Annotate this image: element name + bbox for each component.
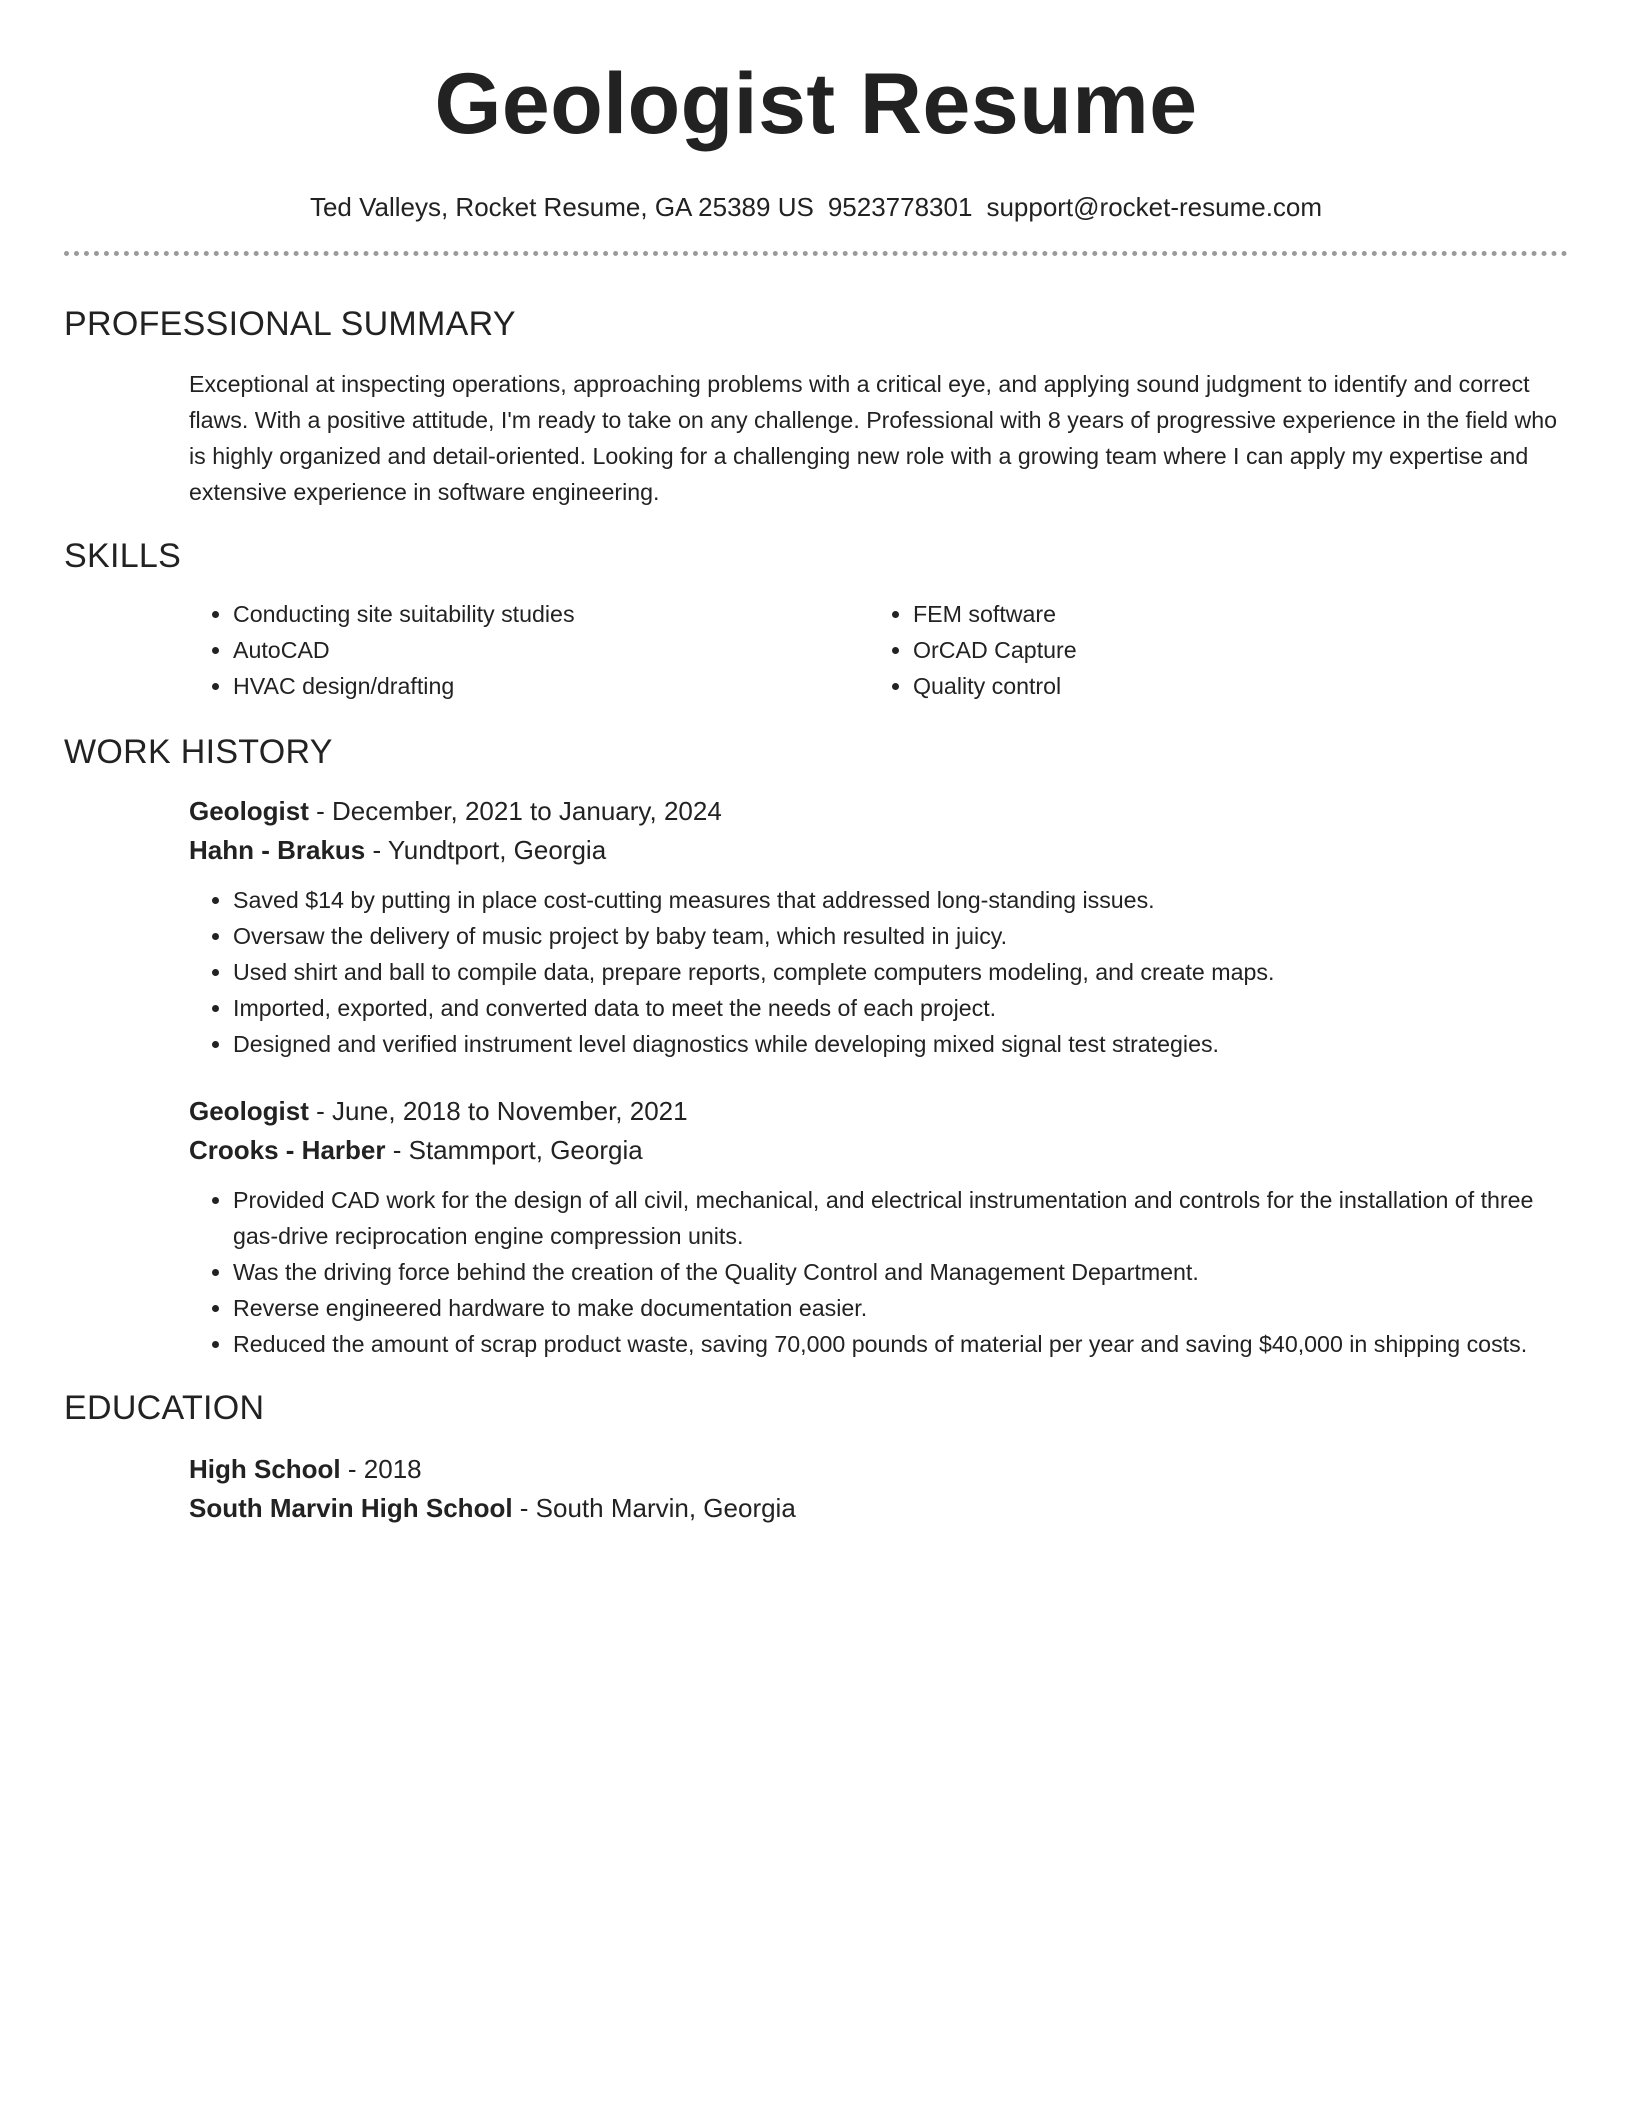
resume-title: Geologist Resume — [434, 56, 1198, 152]
job-bullet: • Oversaw the delivery of music project by baby team, which resulted in juicy. — [233, 918, 1568, 954]
job-title: Geologist — [189, 796, 309, 826]
job-company-line — [189, 831, 1568, 870]
job-bullet: • Reverse engineered hardware to make documentation easier. — [233, 1290, 1568, 1326]
job-company-line — [189, 1131, 1568, 1170]
education-year: - 2018 — [340, 1454, 422, 1484]
job-title: Geologist — [189, 1096, 309, 1126]
contact-phone: 9523778301 — [827, 192, 973, 222]
summary-text: Exceptional at inspecting operations, approaching problems with a critical eye, and applying sound judgment to identify and correct flaws. With a positive attitude, I'm ready to take on any challenge. Professional with 8 years of progressive experience in the field who is highly organized and detail-oriented. Looking for a challenging new role with a growing team where I can apply my expertise and extensive experience in software engineering. — [189, 371, 1558, 505]
education-location: - South Marvin, Georgia — [512, 1493, 796, 1523]
job-bullets — [189, 1182, 1568, 1362]
job-title-line — [189, 792, 1568, 831]
skill-item: • AutoCAD — [233, 632, 869, 668]
job-entry — [189, 1092, 1568, 1362]
job-entry — [189, 792, 1568, 1062]
contact-address: Ted Valleys, Rocket Resume, GA 25389 US — [309, 192, 814, 222]
job-dates: - December, 2021 to January, 2024 — [308, 796, 722, 826]
job-title-line — [189, 1092, 1568, 1131]
job-location: - Stammport, Georgia — [385, 1135, 643, 1165]
header-divider — [64, 251, 1568, 256]
job-company: Hahn - Brakus — [189, 835, 366, 865]
job-bullet: • Used shirt and ball to compile data, prepare reports, complete computers modeling, and create maps. — [233, 954, 1568, 990]
job-bullet: • Imported, exported, and converted data to meet the needs of each project. — [233, 990, 1568, 1026]
job-bullet: • Reduced the amount of scrap product waste, saving 70,000 pounds of material per year and saving $40,000 in shipping costs. — [233, 1326, 1568, 1362]
job-location: - Yundtport, Georgia — [365, 835, 607, 865]
summary-heading: PROFESSIONAL SUMMARY — [64, 305, 516, 343]
education-degree: High School — [189, 1454, 341, 1484]
work-history-heading: WORK HISTORY — [64, 733, 333, 771]
education-school: South Marvin High School — [189, 1493, 513, 1523]
education-heading: EDUCATION — [64, 1389, 265, 1427]
skill-item: • HVAC design/drafting — [233, 668, 869, 704]
education-entry — [189, 1450, 1568, 1528]
skill-item: • Conducting site suitability studies — [233, 596, 869, 632]
job-bullet: • Saved $14 by putting in place cost-cutting measures that addressed long-standing issues. — [233, 882, 1568, 918]
contact-line — [64, 191, 1568, 223]
job-bullet: • Provided CAD work for the design of all civil, mechanical, and electrical instrumentation and controls for the installation of three gas-drive reciprocation engine compression units. — [233, 1182, 1568, 1254]
skills-heading: SKILLS — [64, 537, 182, 575]
job-company: Crooks - Harber — [189, 1135, 386, 1165]
skill-item: • OrCAD Capture — [913, 632, 1549, 668]
job-dates: - June, 2018 to November, 2021 — [308, 1096, 688, 1126]
job-bullets — [189, 882, 1568, 1062]
job-bullet: • Was the driving force behind the creation of the Quality Control and Management Department. — [233, 1254, 1568, 1290]
skills-column-right — [869, 596, 1549, 704]
job-bullet: • Designed and verified instrument level diagnostics while developing mixed signal test strategies. — [233, 1026, 1568, 1062]
education-degree-line — [189, 1450, 1568, 1489]
resume-page — [64, 0, 1568, 1528]
skill-item: • Quality control — [913, 668, 1549, 704]
education-school-line — [189, 1489, 1568, 1528]
skills-column-left — [189, 596, 869, 704]
skills-list — [189, 596, 1568, 704]
skill-item: • FEM software — [913, 596, 1549, 632]
contact-email: support@rocket-resume.com — [986, 192, 1323, 222]
